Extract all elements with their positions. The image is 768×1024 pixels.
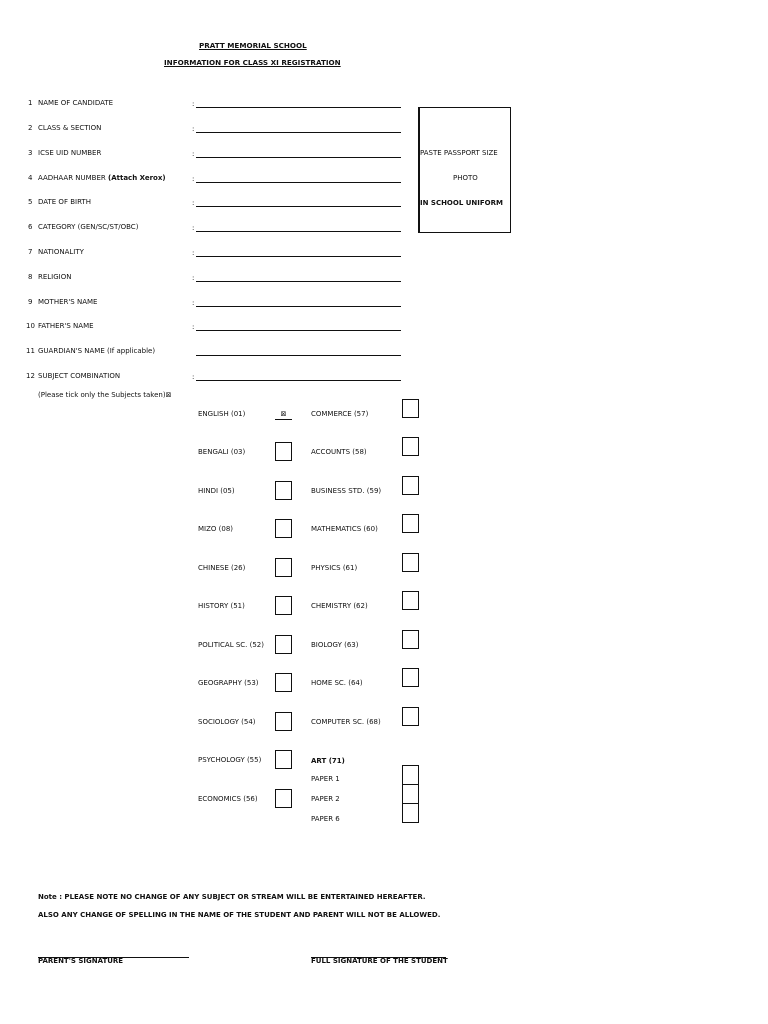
field-colon: :	[192, 299, 195, 307]
art-label: ART (71)	[311, 757, 345, 765]
field-colon: :	[192, 125, 195, 133]
parent-signature-label: PARENT'S SIGNATURE	[38, 957, 124, 965]
parent-signature-line[interactable]	[38, 957, 189, 958]
field-label	[38, 347, 155, 355]
photo-text-size: PASTE PASSPORT SIZE	[420, 149, 498, 157]
field-input-line[interactable]	[196, 107, 401, 108]
subject-label: POLITICAL SC. (52)	[198, 641, 264, 649]
subject-label: COMMERCE (57)	[311, 410, 369, 418]
subject-checkbox[interactable]	[275, 558, 292, 577]
field-label-text: RELIGION	[38, 273, 72, 281]
field-number: 7	[28, 248, 33, 256]
note-line-1: Note : PLEASE NOTE NO CHANGE OF ANY SUBJECT OR STREAM WILL BE ENTERTAINED HEREAFTER.	[38, 893, 426, 901]
subject-label: BENGALI (03)	[198, 448, 246, 456]
subject-label: HISTORY (51)	[198, 602, 245, 610]
field-label	[38, 248, 84, 256]
form-title: INFORMATION FOR CLASS XI REGISTRATION	[164, 58, 341, 67]
subject-checkbox[interactable]	[275, 635, 292, 654]
field-input-line[interactable]	[196, 231, 401, 232]
field-label-extra: (Attach Xerox)	[108, 174, 166, 182]
field-label	[38, 298, 97, 306]
field-label	[38, 149, 101, 157]
subject-label: HOME SC. (64)	[311, 679, 363, 687]
field-number: 10	[26, 322, 35, 330]
art-paper-checkbox[interactable]	[402, 784, 419, 804]
field-label	[38, 273, 72, 281]
field-label-text: AADHAAR NUMBER	[38, 174, 106, 182]
subject-label: MATHEMATICS (60)	[311, 525, 378, 533]
student-signature-line[interactable]	[311, 957, 446, 958]
field-input-line[interactable]	[196, 306, 401, 307]
field-label-text: DATE OF BIRTH	[38, 198, 91, 206]
field-label	[38, 124, 101, 132]
subject-checkbox[interactable]	[275, 481, 292, 500]
field-input-line[interactable]	[196, 355, 401, 356]
tick-example-icon: ⊠	[165, 391, 172, 399]
field-colon: :	[192, 274, 195, 282]
field-input-line[interactable]	[196, 157, 401, 158]
field-number: 1	[28, 99, 33, 107]
subject-checkbox[interactable]	[402, 668, 419, 687]
student-signature-label: FULL SIGNATURE OF THE STUDENT	[311, 957, 448, 965]
subject-checkbox[interactable]	[275, 712, 292, 731]
school-name: PRATT MEMORIAL SCHOOL	[199, 41, 307, 50]
field-input-line[interactable]	[196, 330, 401, 331]
subject-label: SOCIOLOGY (54)	[198, 718, 256, 726]
field-number: 3	[28, 149, 33, 157]
subject-checkbox[interactable]	[402, 399, 419, 418]
field-label-text: CATEGORY (GEN/SC/ST/OBC)	[38, 223, 139, 231]
field-number: 8	[28, 273, 33, 281]
field-input-line[interactable]	[196, 182, 401, 183]
subject-checkbox[interactable]	[402, 437, 419, 456]
subject-checkbox[interactable]	[275, 789, 292, 808]
field-number: 11	[26, 347, 35, 355]
field-label-text: NAME OF CANDIDATE	[38, 99, 114, 107]
subject-label: CHEMISTRY (62)	[311, 602, 368, 610]
field-input-line[interactable]	[196, 206, 401, 207]
subject-checkbox[interactable]	[402, 553, 419, 572]
subject-checkbox[interactable]	[275, 750, 292, 769]
subject-label: GEOGRAPHY (53)	[198, 679, 259, 687]
field-colon: :	[192, 175, 195, 183]
subject-checkbox[interactable]	[402, 630, 419, 649]
field-number: 2	[28, 124, 33, 132]
field-label	[38, 372, 120, 380]
art-paper-label: PAPER 2	[311, 795, 340, 803]
subject-checkbox-checked[interactable]: ⊠	[275, 409, 292, 420]
field-colon: :	[192, 199, 195, 207]
field-label-text: SUBJECT COMBINATION	[38, 372, 121, 380]
subject-label: HINDI (05)	[198, 487, 235, 495]
subject-label: CHINESE (26)	[198, 564, 246, 572]
subject-checkbox[interactable]	[402, 707, 419, 726]
field-number: 4	[28, 174, 33, 182]
subject-checkbox[interactable]	[402, 514, 419, 533]
field-number: 5	[28, 198, 33, 206]
field-label-text: CLASS & SECTION	[38, 124, 102, 132]
subject-label: MIZO (08)	[198, 525, 234, 533]
subject-checkbox[interactable]	[275, 596, 292, 615]
subject-label: ACCOUNTS (58)	[311, 448, 367, 456]
subject-label: ECONOMICS (56)	[198, 795, 258, 803]
art-paper-label: PAPER 1	[311, 775, 340, 783]
field-label-text: FATHER'S NAME	[38, 322, 94, 330]
field-colon: :	[192, 150, 195, 158]
subject-instruction	[38, 391, 171, 399]
field-colon: :	[192, 373, 195, 381]
field-colon: :	[192, 224, 195, 232]
field-input-line[interactable]	[196, 256, 401, 257]
photo-text-uniform: IN SCHOOL UNIFORM	[420, 199, 503, 207]
photo-box	[418, 107, 511, 233]
subject-label: BIOLOGY (63)	[311, 641, 359, 649]
subject-checkbox[interactable]	[275, 442, 292, 461]
subject-checkbox[interactable]	[275, 673, 292, 692]
field-number: 12	[26, 372, 35, 380]
art-paper-checkbox[interactable]	[402, 803, 419, 823]
field-number: 6	[28, 223, 33, 231]
field-input-line[interactable]	[196, 281, 401, 282]
field-label-text: GUARDIAN'S NAME (If applicable)	[38, 347, 156, 355]
art-paper-label: PAPER 6	[311, 815, 340, 823]
field-label	[38, 322, 94, 330]
subject-checkbox[interactable]	[275, 519, 292, 538]
field-colon: :	[192, 249, 195, 257]
art-paper-checkbox[interactable]	[402, 765, 419, 785]
field-label-text: NATIONALITY	[38, 248, 84, 256]
field-label-text: ICSE UID NUMBER	[38, 149, 102, 157]
field-label	[38, 223, 138, 231]
subject-label: PHYSICS (61)	[311, 564, 358, 572]
subject-label: PSYCHOLOGY (55)	[198, 756, 262, 764]
subject-label: COMPUTER SC. (68)	[311, 718, 381, 726]
note-line-2: ALSO ANY CHANGE OF SPELLING IN THE NAME OF THE STUDENT AND PARENT WILL NOT BE ALLOWED.	[38, 911, 441, 919]
field-number: 9	[28, 298, 33, 306]
photo-text-photo: PHOTO	[453, 174, 478, 182]
field-label	[38, 99, 113, 107]
subject-instruction-text: (Please tick only the Subjects taken)	[38, 391, 166, 399]
field-input-line[interactable]	[196, 132, 401, 133]
field-label	[38, 198, 91, 206]
subject-checkbox[interactable]	[402, 591, 419, 610]
field-colon: :	[192, 323, 195, 331]
field-label	[38, 174, 166, 182]
field-label-text: MOTHER'S NAME	[38, 298, 98, 306]
subject-label: ENGLISH (01)	[198, 410, 246, 418]
subject-label: BUSINESS STD. (59)	[311, 487, 382, 495]
subject-checkbox[interactable]	[402, 476, 419, 495]
field-input-line[interactable]	[196, 380, 401, 381]
field-colon: :	[192, 100, 195, 108]
